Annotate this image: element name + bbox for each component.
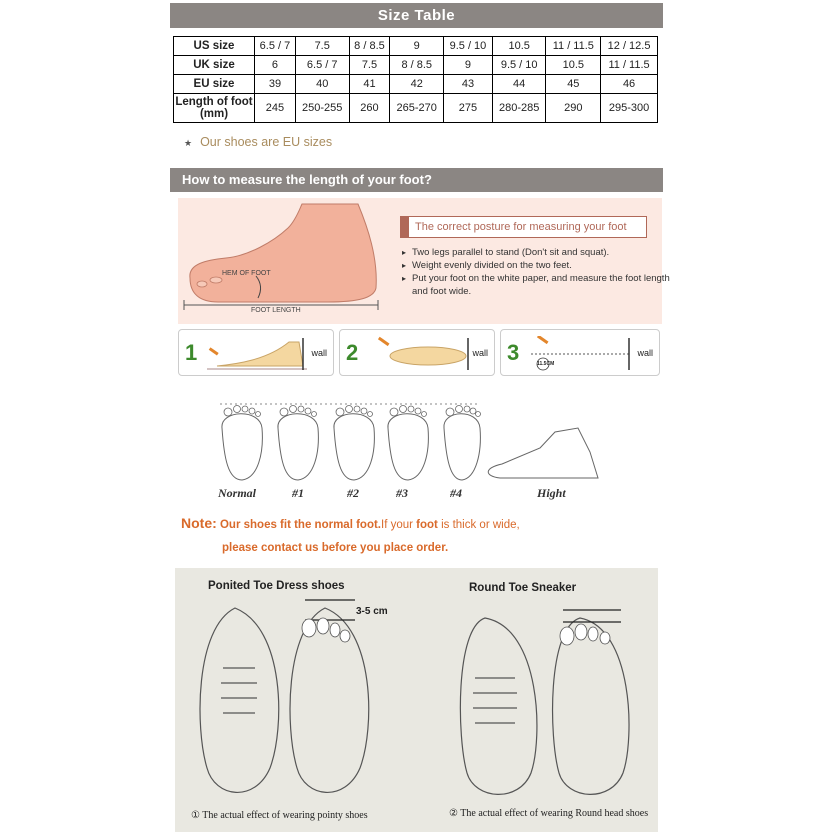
round-caption: ② The actual effect of wearing Round head shoes [449, 808, 649, 819]
note-text-plain: is thick or wide, [441, 519, 520, 531]
table-cell: 275 [444, 94, 493, 123]
measure-title: How to measure the length of your foot? [170, 168, 663, 192]
table-cell: 9.5 / 10 [444, 37, 493, 56]
row-header [174, 94, 255, 123]
foot-on-paper-icon [207, 336, 307, 372]
hem-of-foot-label: HEM OF FOOT [222, 270, 271, 277]
foot-side-icon [178, 198, 398, 324]
foot-types-icon [210, 398, 630, 488]
table-cell: 9 [444, 56, 493, 75]
table-cell: 10.5 [492, 37, 546, 56]
round-shoe-title: Round Toe Sneaker [469, 582, 577, 594]
step-1-panel [178, 329, 334, 376]
posture-tips [392, 246, 670, 298]
table-cell: 6 [255, 56, 296, 75]
wall-label: wall [472, 348, 488, 358]
table-cell: 265-270 [390, 94, 444, 123]
foot-type-label: #1 [292, 486, 304, 500]
posture-heading: The correct posture for measuring your foot [400, 216, 647, 238]
note-text-bold: Our shoes fit the normal foot. [219, 519, 381, 531]
pointed-shoe-title: Ponited Toe Dress shoes [208, 580, 345, 592]
table-row [174, 37, 658, 56]
table-row [174, 94, 658, 123]
measure-marker: 11.5CM [537, 361, 555, 367]
table-cell: 10.5 [546, 56, 601, 75]
table-cell: 11 / 11.5 [601, 56, 658, 75]
size-table [173, 36, 658, 123]
table-cell: 45 [546, 75, 601, 94]
note-text-bold: foot [416, 519, 438, 531]
step-3-panel [500, 329, 660, 376]
table-cell: 41 [349, 75, 390, 94]
table-row [174, 75, 658, 94]
wall-label: wall [311, 348, 327, 358]
table-cell: 295-300 [601, 94, 658, 123]
foot-type-label: #3 [396, 486, 408, 500]
list-item: ▸ Two legs parallel to stand (Don't sit and squat). [402, 246, 670, 259]
shoe-outline-icon [175, 568, 658, 832]
note-label: Note: [181, 515, 217, 531]
row-header: EU size [174, 75, 255, 94]
table-cell: 42 [390, 75, 444, 94]
foot-type-label: Hight [537, 486, 566, 500]
table-cell: 46 [601, 75, 658, 94]
row-header-line2: (mm) [199, 108, 229, 120]
toe-gap-label: 3-5 cm [356, 606, 388, 617]
table-cell: 6.5 / 7 [295, 56, 349, 75]
table-cell: 290 [546, 94, 601, 123]
table-cell: 8 / 8.5 [390, 56, 444, 75]
step-number: 3 [507, 340, 520, 365]
table-cell: 39 [255, 75, 296, 94]
foot-type-label: #4 [450, 486, 462, 500]
table-cell: 6.5 / 7 [255, 37, 296, 56]
wall-label: wall [637, 348, 653, 358]
foot-type-label: Normal [218, 486, 257, 500]
fit-note [181, 515, 520, 531]
row-header: UK size [174, 56, 255, 75]
foot-type-label: #2 [347, 486, 359, 500]
step-number: 2 [346, 340, 359, 365]
row-header-line1: Length of foot [175, 96, 253, 108]
table-cell: 44 [492, 75, 546, 94]
size-table-title: Size Table [170, 3, 663, 28]
table-cell: 7.5 [295, 37, 349, 56]
table-cell: 7.5 [349, 56, 390, 75]
table-cell: 260 [349, 94, 390, 123]
table-cell: 40 [295, 75, 349, 94]
table-row [174, 56, 658, 75]
table-cell: 250-255 [295, 94, 349, 123]
table-cell: 8 / 8.5 [349, 37, 390, 56]
table-cell: 9 [390, 37, 444, 56]
table-cell: 245 [255, 94, 296, 123]
eu-size-note-text: Our shoes are EU sizes [200, 135, 333, 149]
step-number: 1 [185, 340, 198, 365]
eu-size-note [184, 135, 332, 149]
foot-top-icon [370, 336, 470, 372]
list-item: ▸ Weight evenly divided on the two feet. [402, 259, 670, 272]
row-header: US size [174, 37, 255, 56]
table-cell: 12 / 12.5 [601, 37, 658, 56]
fit-note-line2: please contact us before you place order. [222, 542, 449, 554]
table-cell: 43 [444, 75, 493, 94]
step-2-panel [339, 329, 495, 376]
list-item: ▸ Put your foot on the white paper, and measure the foot length and foot wide. [402, 272, 670, 298]
table-cell: 280-285 [492, 94, 546, 123]
pointed-caption: ① The actual effect of wearing pointy shoes [191, 810, 368, 821]
note-text-plain: If your [381, 519, 413, 531]
table-cell: 11 / 11.5 [546, 37, 601, 56]
star-icon: ★ [184, 138, 193, 148]
foot-length-label: FOOT LENGTH [251, 307, 301, 314]
table-cell: 9.5 / 10 [492, 56, 546, 75]
